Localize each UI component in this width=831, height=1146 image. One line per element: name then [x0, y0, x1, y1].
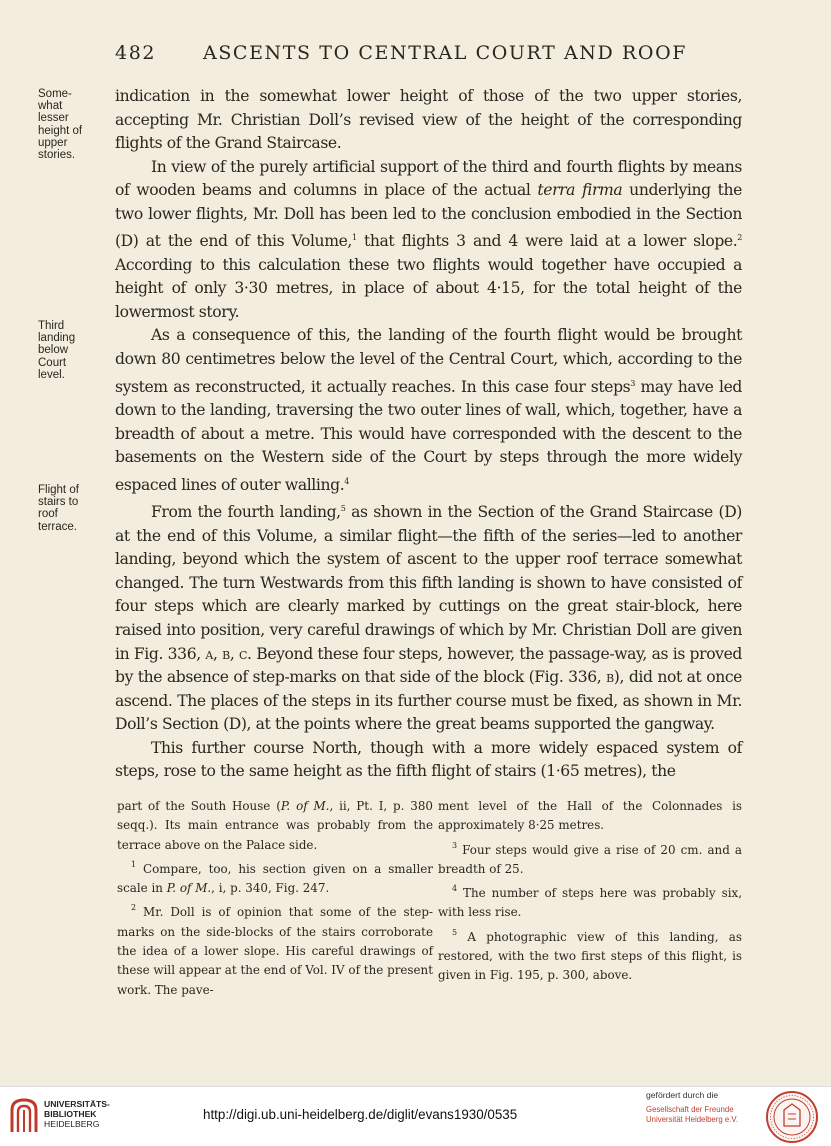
page-number: 482 [115, 42, 157, 64]
sidenote-flight-to-roof [38, 484, 108, 533]
running-header [115, 42, 745, 68]
footnotes-left-column [117, 797, 433, 1000]
sidenote-line: Some- [38, 88, 72, 100]
sidenote-line: Court [38, 356, 67, 369]
sidenote-line: level. [38, 368, 65, 381]
footnote-continuation: ment level of the Hall of the Colonnades is approximately 8·25 metres. [438, 799, 742, 833]
paragraph-2: In view of the purely artificial support of the third and fourth flights by means of wooden beams and columns in place of the actual terra firma underlying the two lower flights, Mr. Doll has been led to the conclusion embodied in the Section (D) at the end of this Volume,$^1$ that flights 3 and 4 were laid at a lower slope.$^2$ According to this calculation these two flights would together have occupied a height of only 3·30 metres, in place of about 4·15, for the total height of the lowermost story. [115, 157, 742, 321]
paragraph-4: From the fourth landing,$^5$ as shown in the Section of the Grand Staircase (D) at the end of this Volume, a similar flight—the fifth of the series—led to another landing, beyond which the system of ascent to the upper roof terrace somewhat changed. The turn Westwards from this fifth landing is shown to have consisted of four steps which are clearly marked by cuttings on the great stair-block, here raised into position, very careful drawings of which by Mr. Christian Doll are given in Fig. 336, a, b, c. Beyond these four steps, however, the passage-way, as is proved by the absence of step-marks on that side of the block (Fig. 336, b), did not at once ascend. The places of the steps in its further course must be fixed, as shown in Mr. Doll’s Section (D), at the points where the great beams supported the gangway. [115, 503, 743, 734]
running-title: ASCENTS TO CENTRAL COURT AND ROOF [203, 42, 688, 64]
sidenote-line: what [38, 100, 63, 113]
sidenote-line: landing [38, 332, 76, 345]
permalink-url[interactable]: http://digi.ub.uni-heidelberg.de/diglit/evans1930/0535 [203, 1107, 518, 1122]
sidenote-line: terrace. [38, 520, 77, 533]
sidenote-third-landing [38, 320, 108, 381]
paragraph-1: indication in the somewhat lower height of those of the two upper stories, accepting Mr. Christian Doll’s revised view of the height of the corresponding flights of the Grand Staircase. [115, 87, 742, 153]
sidenote-line: height of [38, 124, 83, 137]
paragraph-5: This further course North, though with a more widely espaced system of steps, rose to the same height as the fifth flight of stairs (1·65 metres), the [115, 738, 742, 781]
footnote-4: $^4$ The number of steps here was probably six, with less rise. [438, 884, 742, 920]
footnote-ref: 2 [737, 233, 742, 243]
footnote-5: $^5$ A photographic view of this landing, as restored, with the two first steps of this flight, is given in Fig. 195, p. 300, above. [438, 927, 742, 983]
main-text [115, 85, 742, 784]
footnote-ref: 5 [340, 504, 346, 514]
footnote-2: $^2$ Mr. Doll is of opinion that some of the step-marks on the side-blocks of the stairs corroborate the idea of a lower slope. His careful drawings of these will appear at the end of Vol. IV of the present work. The pave- [117, 903, 433, 997]
sidenote-line: lesser [38, 112, 69, 125]
footnotes-right-column [438, 797, 742, 986]
digitization-footer [0, 1086, 831, 1146]
footnote-continuation: part of the South House (P. of M., ii, Pt. I, p. 380 seqq.). Its main entrance was probably from the terrace above on the Palace side. [117, 799, 433, 852]
library-logo-icon[interactable] [8, 1096, 40, 1136]
sidenote-line: Flight of [38, 484, 79, 496]
sidenote-line: stories. [38, 149, 76, 162]
sidenote-lesser-height [38, 88, 108, 161]
footnote-3: $^3$ Four steps would give a rise of 20 cm. and a breadth of 25. [438, 840, 742, 876]
sidenote-line: roof [38, 508, 58, 521]
university-seal-icon [764, 1090, 820, 1144]
footnote-ref: 1 [351, 233, 357, 243]
footnote-1: $^1$ Compare, too, his section given on a smaller scale in P. of M., i, p. 340, Fig. 247. [117, 859, 433, 896]
sidenote-line: stairs to [38, 496, 79, 509]
library-name[interactable]: UNIVERSITÄTS- BIBLIOTHEK HEIDELBERG [44, 1099, 110, 1129]
sponsor-credit[interactable]: gefördert durch die Gesellschaft der Freunde Universität Heidelberg e.V. [646, 1090, 739, 1124]
sidenote-line: Third [38, 320, 65, 332]
sidenote-line: upper [38, 136, 68, 149]
footnote-ref: 3 [630, 378, 635, 388]
paragraph-3: As a consequence of this, the landing of the fourth flight would be brought down 80 centimetres below the level of the Central Court, which, according to the system as reconstructed, it actually reaches. In this case four steps$^3$ may have led down to the landing, traversing the two outer lines of wall, which, together, have a breadth of about a metre. This would have corresponded with the descent to the basements on the Western side of the Court by steps through the more widely espaced lines of outer walling.$^4$ [115, 326, 743, 494]
sidenote-line: below [38, 344, 69, 357]
footnote-ref: 4 [344, 476, 349, 486]
